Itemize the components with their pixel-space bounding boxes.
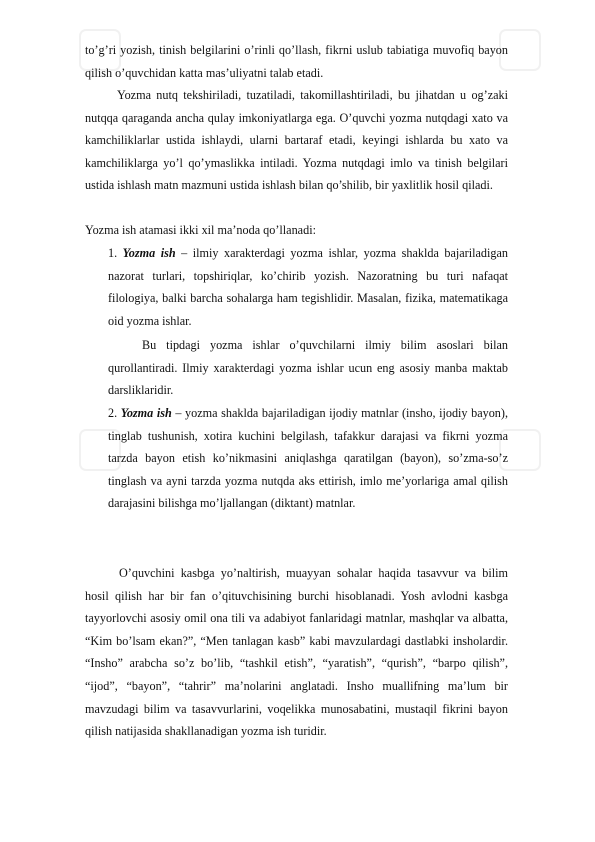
list-item-1-note: Bu tipdagi yozma ishlar o’quvchilarni ilmiy bilim asoslari bilan qurollantiradi. Ilmiy xarakterdagi yozma ishlar ucun eng asosiy manba maktab darsliklaridir.	[108, 338, 508, 398]
list-item-1-number: 1.	[108, 246, 118, 260]
intro-line: Yozma ish atamasi ikki xil ma’noda qo’llanadi:	[85, 223, 316, 237]
list-item-1-term: Yozma ish	[122, 246, 176, 260]
list-item-1	[108, 242, 508, 332]
list-item-2-term: Yozma ish	[120, 406, 172, 420]
paragraph-written-speech: Yozma nutq tekshiriladi, tuzatiladi, takomillashtiriladi, bu jihatdan u og’zaki nutqqa qaraganda ancha qulay imkoniyatlarga ega. O’quvchi yozma nutqdagi xato va kamchiliklarlar ustida ishlaydi, ularni bartaraf etadi, keyingi ishlarda bu xato va kamchiliklarga yo’l qo’ymaslikka intiladi. Yozma nutqdagi imlo va tinish belgilari ustida ishlash matn mazmuni ustida ishlash bilan qo’shilib, bir yaxlitlik hosil qiladi.	[85, 88, 508, 193]
list-item-2-text: – yozma shaklda bajariladigan ijodiy matnlar (insho, ijodiy bayon), tinglab tushunish, xotira kuchini belgilash, tafakkur darajasi va fikrni yozma tarzda bayon etish ko’nikmasini aniqlashga qaratilgan (bayon), so’zma-so’z tinglash va ayni tarzda yozma nutqda aks ettirish, imlo me’yorlariga amal qilish darajasini bilishga mo’ljallangan (diktant) matnlar.	[108, 406, 508, 511]
paragraph-career-guidance: O’quvchini kasbga yo’naltirish, muayyan sohalar haqida tasavvur va bilim hosil qilish har bir fan o’qituvchisining burchi hisoblanadi. Yosh avlodni kasbga tayyorlovchi asosiy omil ona tili va adabiyot fanlaridagi matnlar, mashqlar va albatta, “Kim bo’lsam ekan?”, “Men tanlagan kasb” kabi mavzulardagi dastlabki insholardir. “Insho” arabcha so’z bo’lib, “tashkil etish”, “yaratish”, “qurish”, “barpo qilish”, “ijod”, “bayon”, “tahrir” ma’nolarini anglatadi. Insho muallifning ma’lum bir mavzudagi bilim va tasavvurlarini, voqelikka munosabatini, mustaqil fikrini bayon qilish natijasida shakllanadigan yozma ish turidir.	[85, 566, 508, 739]
list-item-2	[108, 402, 508, 515]
list-item-1-text: – ilmiy xarakterdagi yozma ishlar, yozma shaklda bajariladigan nazorat turlari, topshiriqlar, ko’chirib yozish. Nazoratning bu turi nafaqat filologiya, balki barcha sohalarga ham tegishlidir. Masalan, fizika, matematikaga oid yozma ishlar.	[108, 246, 508, 328]
paragraph-continuation: to’g’ri yozish, tinish belgilarini o’rinli qo’llash, fikrni uslub tabiatiga muvofiq bayon qilish o’quvchidan katta mas’uliyatni talab etadi.	[85, 43, 508, 80]
list-item-2-number: 2.	[108, 406, 118, 420]
